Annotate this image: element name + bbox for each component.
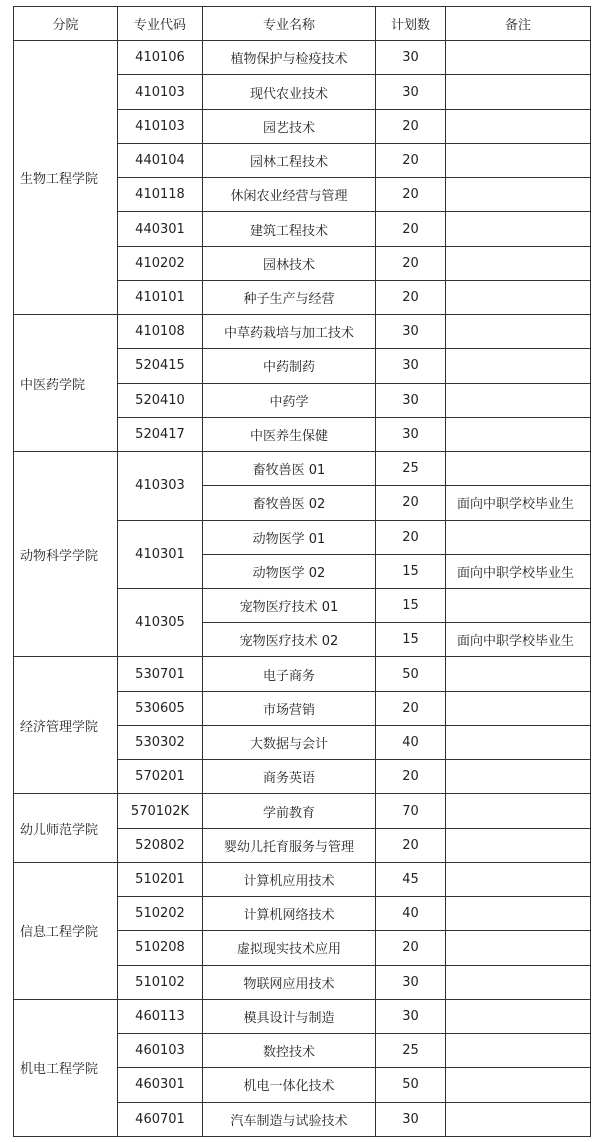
note-cell [446,760,591,794]
major-name-cell: 园艺技术 [203,109,376,143]
plan-count-cell: 70 [376,794,446,828]
header-plan-count: 计划数 [376,7,446,41]
note-cell [446,452,591,486]
note-cell [446,143,591,177]
note-cell [446,349,591,383]
header-note: 备注 [446,7,591,41]
major-name-cell: 种子生产与经营 [203,280,376,314]
note-cell [446,41,591,75]
header-code: 专业代码 [118,7,203,41]
major-name-cell: 动物医学 01 [203,520,376,554]
note-cell [446,657,591,691]
plan-count-cell: 20 [376,691,446,725]
major-code-cell: 570201 [118,760,203,794]
plan-count-cell: 30 [376,41,446,75]
major-code-cell: 460113 [118,999,203,1033]
note-cell [446,280,591,314]
header-department: 分院 [14,7,118,41]
plan-count-cell: 20 [376,178,446,212]
major-code-cell: 510208 [118,931,203,965]
plan-count-cell: 45 [376,862,446,896]
major-name-cell: 婴幼儿托育服务与管理 [203,828,376,862]
department-cell: 动物科学学院 [14,452,118,657]
plan-count-cell: 40 [376,725,446,759]
major-code-cell: 530701 [118,657,203,691]
major-name-cell: 园林技术 [203,246,376,280]
plan-count-cell: 25 [376,452,446,486]
major-name-cell: 畜牧兽医 02 [203,486,376,520]
note-cell [446,383,591,417]
note-cell [446,1102,591,1136]
plan-count-cell: 20 [376,931,446,965]
major-name-cell: 大数据与会计 [203,725,376,759]
plan-count-cell: 20 [376,486,446,520]
plan-count-cell: 25 [376,1034,446,1068]
major-code-cell: 410301 [118,520,203,588]
plan-count-cell: 40 [376,897,446,931]
table-row [14,657,591,691]
major-name-cell: 计算机网络技术 [203,897,376,931]
table-row [14,315,591,349]
major-name-cell: 虚拟现实技术应用 [203,931,376,965]
plan-count-cell: 30 [376,349,446,383]
note-cell [446,417,591,451]
note-cell [446,1034,591,1068]
note-cell [446,931,591,965]
major-name-cell: 建筑工程技术 [203,212,376,246]
major-code-cell: 510102 [118,965,203,999]
major-code-cell: 410108 [118,315,203,349]
major-code-cell: 520417 [118,417,203,451]
major-code-cell: 520802 [118,828,203,862]
major-code-cell: 410118 [118,178,203,212]
note-cell: 面向中职学校毕业生 [446,554,591,588]
note-cell [446,178,591,212]
plan-count-cell: 20 [376,280,446,314]
major-name-cell: 物联网应用技术 [203,965,376,999]
major-name-cell: 数控技术 [203,1034,376,1068]
major-name-cell: 模具设计与制造 [203,999,376,1033]
plan-count-cell: 30 [376,315,446,349]
major-name-cell: 学前教育 [203,794,376,828]
plan-count-cell: 30 [376,75,446,109]
plan-count-cell: 15 [376,554,446,588]
major-code-cell: 410202 [118,246,203,280]
table-header-row [14,7,591,41]
note-cell [446,862,591,896]
major-name-cell: 动物医学 02 [203,554,376,588]
note-cell [446,588,591,622]
note-cell [446,691,591,725]
major-code-cell: 460701 [118,1102,203,1136]
major-code-cell: 520410 [118,383,203,417]
major-name-cell: 中药学 [203,383,376,417]
major-name-cell: 计算机应用技术 [203,862,376,896]
plan-count-cell: 20 [376,143,446,177]
major-code-cell: 530605 [118,691,203,725]
table-body [14,41,591,1137]
major-name-cell: 机电一体化技术 [203,1068,376,1102]
major-name-cell: 商务英语 [203,760,376,794]
major-code-cell: 410103 [118,109,203,143]
major-code-cell: 410103 [118,75,203,109]
note-cell [446,725,591,759]
plan-count-cell: 30 [376,999,446,1033]
department-cell: 信息工程学院 [14,862,118,999]
note-cell [446,794,591,828]
plan-count-cell: 20 [376,212,446,246]
department-cell: 中医药学院 [14,315,118,452]
note-cell [446,828,591,862]
major-name-cell: 宠物医疗技术 01 [203,588,376,622]
note-cell [446,315,591,349]
note-cell [446,999,591,1033]
major-name-cell: 电子商务 [203,657,376,691]
major-code-cell: 440301 [118,212,203,246]
major-name-cell: 汽车制造与试验技术 [203,1102,376,1136]
note-cell [446,109,591,143]
plan-count-cell: 20 [376,246,446,280]
plan-count-cell: 20 [376,828,446,862]
table-row [14,862,591,896]
note-cell [446,1068,591,1102]
header-major-name: 专业名称 [203,7,376,41]
major-name-cell: 中草药栽培与加工技术 [203,315,376,349]
plan-count-cell: 30 [376,417,446,451]
major-name-cell: 宠物医疗技术 02 [203,623,376,657]
major-name-cell: 休闲农业经营与管理 [203,178,376,212]
plan-count-cell: 20 [376,760,446,794]
major-name-cell: 现代农业技术 [203,75,376,109]
note-cell [446,965,591,999]
note-cell: 面向中职学校毕业生 [446,623,591,657]
major-name-cell: 植物保护与检疫技术 [203,41,376,75]
major-code-cell: 410106 [118,41,203,75]
major-name-cell: 市场营销 [203,691,376,725]
major-code-cell: 410305 [118,588,203,656]
department-cell: 机电工程学院 [14,999,118,1136]
table-row [14,452,591,486]
table-row [14,999,591,1033]
plan-count-cell: 15 [376,588,446,622]
major-code-cell: 460301 [118,1068,203,1102]
note-cell [446,246,591,280]
table-row [14,794,591,828]
plan-count-cell: 20 [376,520,446,554]
table-row [14,41,591,75]
note-cell [446,520,591,554]
note-cell [446,212,591,246]
major-code-cell: 410303 [118,452,203,520]
note-cell [446,75,591,109]
plan-count-cell: 20 [376,109,446,143]
plan-count-cell: 30 [376,1102,446,1136]
major-code-cell: 460103 [118,1034,203,1068]
plan-count-cell: 50 [376,1068,446,1102]
note-cell: 面向中职学校毕业生 [446,486,591,520]
plan-count-cell: 50 [376,657,446,691]
note-cell [446,897,591,931]
major-code-cell: 530302 [118,725,203,759]
department-cell: 生物工程学院 [14,41,118,315]
plan-count-cell: 30 [376,383,446,417]
enrollment-plan-table [13,6,591,1137]
plan-count-cell: 30 [376,965,446,999]
major-name-cell: 中医养生保健 [203,417,376,451]
major-code-cell: 520415 [118,349,203,383]
plan-count-cell: 15 [376,623,446,657]
department-cell: 幼儿师范学院 [14,794,118,862]
major-code-cell: 410101 [118,280,203,314]
major-name-cell: 园林工程技术 [203,143,376,177]
major-code-cell: 510202 [118,897,203,931]
major-code-cell: 510201 [118,862,203,896]
major-name-cell: 畜牧兽医 01 [203,452,376,486]
major-code-cell: 440104 [118,143,203,177]
major-name-cell: 中药制药 [203,349,376,383]
major-code-cell: 570102K [118,794,203,828]
department-cell: 经济管理学院 [14,657,118,794]
